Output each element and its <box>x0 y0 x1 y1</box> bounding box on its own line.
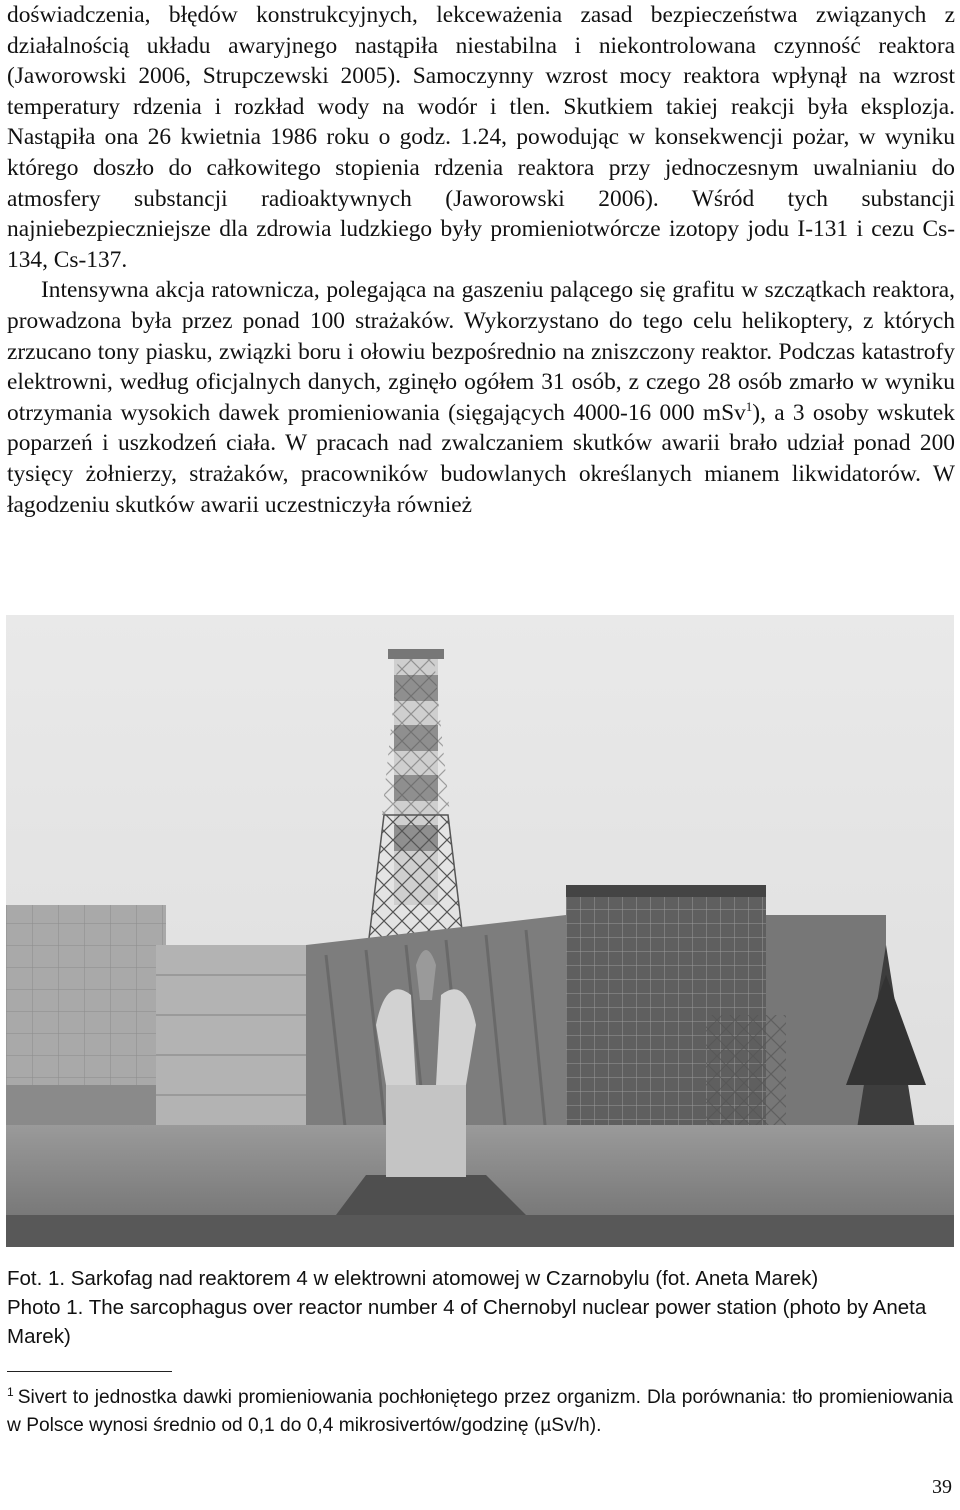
paragraph-1-text: doświadczenia, błędów konstrukcyjnych, lekceważenia zasad bezpieczeństwa związanych z działalnością układu awaryjnego nastąpiła niestabilna i niekontrolowana czynność reaktora (Jaworowski 2006, Strupczewski 2005). Samoczynny wzrost mocy reaktora wpłynął na wzrost temperatury rdzenia i rozkład wody na wodór i tlen. Skutkiem takiej reakcji była eksplozja. Nastąpiła ona 26 kwietnia 1986 roku o godz. 1.24, powodując w konsekwencji pożar, w wyniku którego doszło do całkowitego stopienia rdzenia reaktora przy jednoczesnym uwalnianiu do atmosfery substancji radioaktywnych (Jaworowski 2006). Wśród tych substancji najniebezpieczniejsze dla zdrowia ludzkiego były promieniotwórcze izotopy jodu I-131 i cezu Cs-134, Cs-137. <box>7 2 955 273</box>
paragraph-2 <box>7 275 955 520</box>
sarcophagus-photo <box>6 615 954 1247</box>
body-text <box>7 0 955 520</box>
caption-polish: Fot. 1. Sarkofag nad reaktorem 4 w elektrowni atomowej w Czarnobylu (fot. Aneta Marek) <box>7 1267 819 1290</box>
footnote-text: Sivert to jednostka dawki promieniowania pochłoniętego przez organizm. Dla porównania: tło promieniowania w Polsce wynosi średnio od 0,1 do 0,4 mikrosivertów/godzinę (µSv/h). <box>7 1387 953 1436</box>
paragraph-2-text-b: ), a 3 osoby wskutek poparzeń i uszkodzeń ciała. W pracach nad zwalczaniem skutków awarii brało udział ponad 200 tysięcy żołnierzy, strażaków, pracowników budowlanych określanych mianem likwidatorów. W łagodzeniu skutków awarii uczestniczyła również <box>7 399 956 518</box>
footnote <box>7 1384 953 1440</box>
paragraph-1 <box>7 0 955 275</box>
paragraph-2-text-a: Intensywna akcja ratownicza, polegająca na gaszeniu palącego się grafitu w szczątkach reaktora, prowadzona była przez ponad 100 strażaków. Wykorzystano do tego celu helikoptery, z których zrzucano tony piasku, związki boru i ołowiu bezpośrednio na zniszczony reaktor. Podczas katastrofy elektrowni, według oficjalnych danych, zginęło ogółem 31 osób, z czego 28 osób zmarło w wyniku otrzymania wysokich dawek promieniowania (sięgających 4000-16 000 mSv <box>7 277 955 426</box>
footnote-rule <box>7 1371 172 1372</box>
footnote-reference: 1 <box>745 398 753 414</box>
figure-caption <box>7 1264 947 1351</box>
page-number: 39 <box>932 1476 952 1498</box>
footnote-mark: 1 <box>7 1384 14 1399</box>
caption-english: Photo 1. The sarcophagus over reactor number 4 of Chernobyl nuclear power station (photo by Aneta Marek) <box>7 1296 927 1348</box>
